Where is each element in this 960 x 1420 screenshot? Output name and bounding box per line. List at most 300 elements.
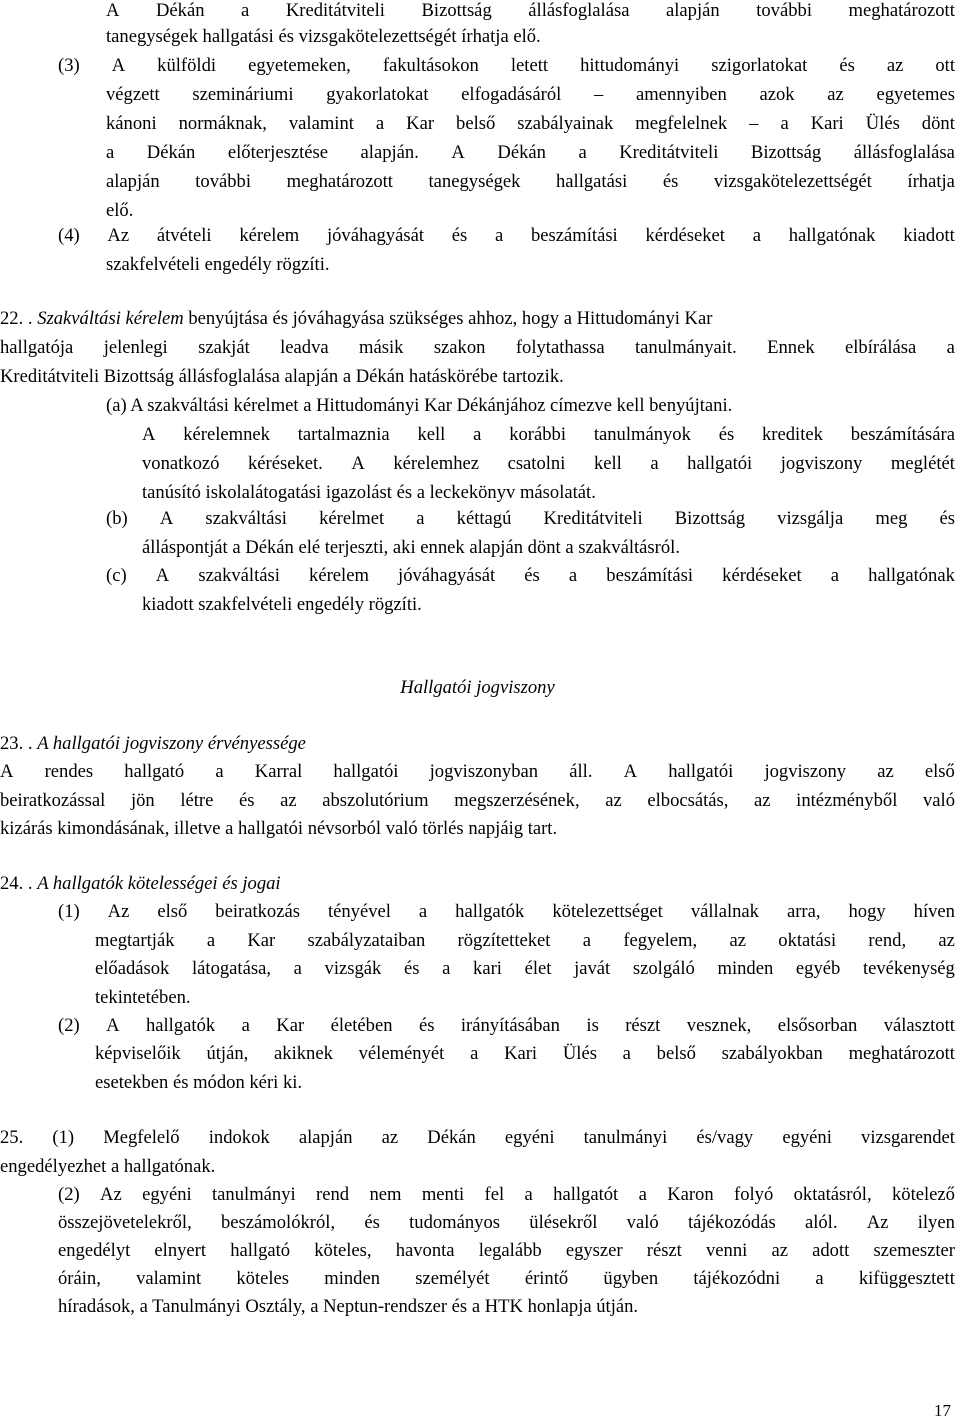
word: a	[241, 0, 250, 21]
text-line	[142, 453, 955, 475]
word: vizsgálja	[777, 508, 844, 529]
word: Az	[866, 1212, 889, 1233]
word: vizsgarendet	[861, 1127, 955, 1148]
text-line: elő.	[106, 200, 134, 221]
word: leadva	[280, 337, 329, 358]
text-line: Kreditátviteli Bizottság állásfoglalása alapján a Dékán hatáskörébe tartozik.	[0, 366, 564, 387]
word: engedélyt	[58, 1240, 131, 1261]
word: venni	[706, 1240, 748, 1261]
word: az	[886, 55, 904, 76]
word: adott	[812, 1240, 850, 1261]
section-title: A hallgatói jogviszony érvényessége	[37, 733, 306, 754]
word: kérdéseket	[722, 565, 802, 586]
word: alapján	[106, 171, 160, 192]
word: (1)	[52, 1127, 75, 1148]
word: (1)	[58, 901, 80, 922]
word: a	[830, 565, 840, 586]
word: nem	[369, 1184, 402, 1205]
word: javát	[574, 958, 611, 979]
word: és	[524, 565, 540, 586]
word: Kar	[247, 930, 276, 951]
word: első	[924, 761, 955, 782]
word: elfogadásáról	[461, 84, 562, 105]
text-line	[0, 761, 955, 783]
word: meghatározott	[848, 0, 955, 21]
word: Ülés	[562, 1043, 597, 1064]
word: hallgatói	[668, 761, 734, 782]
word: hogy	[848, 901, 886, 922]
word: tanulmányi	[212, 1184, 296, 1205]
word: szabályzataiban	[307, 930, 426, 951]
word: A	[0, 761, 14, 782]
word: elnyert	[154, 1240, 207, 1261]
word: folytathassa	[515, 337, 605, 358]
text-line	[58, 1268, 955, 1290]
word: vállalnak	[690, 901, 759, 922]
word: átvételi	[156, 225, 212, 246]
word: alól.	[804, 1212, 838, 1233]
word: a	[206, 930, 216, 951]
word: tájékozódás	[687, 1212, 776, 1233]
word: A	[155, 565, 170, 586]
word: beszámítására	[850, 424, 955, 445]
word: szemináriumi	[192, 84, 294, 105]
word: a	[442, 958, 451, 979]
word: kari	[473, 958, 502, 979]
word: megszerzésének,	[454, 790, 580, 811]
word: választott	[883, 1015, 955, 1036]
word: és	[662, 171, 679, 192]
word: véleményét	[358, 1043, 445, 1064]
word: kötelezettséget	[552, 901, 663, 922]
word: kell	[417, 424, 446, 445]
word: hallgató	[124, 761, 185, 782]
word: minden	[324, 1268, 381, 1289]
word: állásfoglalása	[853, 142, 955, 163]
word: a	[473, 424, 482, 445]
word: gyakorlatokat	[326, 84, 429, 105]
word: egyetemes	[876, 84, 955, 105]
word: előterjesztése	[227, 142, 329, 163]
word: hallgatói	[687, 453, 753, 474]
word: tartalmaznia	[297, 424, 390, 445]
word: alapján	[666, 0, 720, 21]
word: irányításában	[460, 1015, 560, 1036]
word: jóváhagyását	[326, 225, 425, 246]
word: egyéni	[782, 1127, 832, 1148]
word: írhatja	[907, 171, 955, 192]
word: a	[946, 337, 955, 358]
text-line	[106, 508, 955, 530]
text-line	[106, 171, 955, 193]
word: ilyen	[917, 1212, 955, 1233]
word: kifüggesztett	[858, 1268, 955, 1289]
word: folyó	[734, 1184, 774, 1205]
text-line: (a) A szakváltási kérelmet a Hittudományi Kar Dékánjához címezve kell benyújtani.	[106, 395, 733, 416]
word: további	[195, 171, 252, 192]
word: is	[586, 1015, 599, 1036]
word: Kreditátviteli	[543, 508, 643, 529]
word: –	[593, 84, 604, 105]
word: az	[877, 761, 894, 782]
word: legalább	[478, 1240, 542, 1261]
word: A	[451, 142, 465, 163]
word: elbírálása	[845, 337, 917, 358]
text-line	[58, 901, 955, 923]
word: Bizottság	[421, 0, 492, 21]
word: másik	[359, 337, 404, 358]
text-line: tekintetében.	[95, 987, 191, 1008]
word: az	[729, 930, 746, 951]
word: és	[364, 1212, 380, 1233]
text-line	[58, 225, 955, 247]
word: jön	[130, 790, 155, 811]
word: ott	[935, 55, 955, 76]
text-line	[106, 0, 955, 22]
word: tájékozódni	[693, 1268, 781, 1289]
word: amennyiben	[635, 84, 727, 105]
word: előadások	[95, 958, 170, 979]
section-number: 23. .	[0, 733, 33, 754]
word: A	[106, 0, 120, 21]
word: útján,	[206, 1043, 249, 1064]
word: valamint	[136, 1268, 202, 1289]
word: hittudományi	[580, 55, 680, 76]
word: az	[827, 84, 844, 105]
word: tevékenység	[862, 958, 955, 979]
word: szabályokban	[721, 1043, 823, 1064]
word: Kari	[504, 1043, 538, 1064]
text-line	[95, 1043, 955, 1065]
word: kérelemnek	[183, 424, 270, 445]
text-line: kizárás kimondásának, illetve a hallgatói névsorból való törlés napjáig tart.	[0, 818, 558, 839]
word: a	[106, 142, 115, 163]
word: szemeszter	[873, 1240, 955, 1261]
word: csatolni	[507, 453, 566, 474]
word: Ennek	[767, 337, 815, 358]
word: (c)	[106, 565, 127, 586]
word: a	[650, 453, 659, 474]
word: a	[524, 1184, 533, 1205]
word: A	[351, 453, 365, 474]
word: Dékán	[155, 0, 205, 21]
word: személyét	[415, 1268, 490, 1289]
word: jóváhagyását	[398, 565, 496, 586]
word: Kreditátviteli	[285, 0, 385, 21]
word: és	[839, 55, 855, 76]
word: Dékán	[497, 142, 546, 163]
word: a	[470, 1043, 479, 1064]
word: vizsgakötelezettségét	[713, 171, 872, 192]
word: részt	[646, 1240, 682, 1261]
word: akiknek	[274, 1043, 333, 1064]
word: alapján	[298, 1127, 353, 1148]
word: beszámolókról,	[220, 1212, 336, 1233]
word: jogviszony	[764, 761, 847, 782]
word: fegyelem,	[623, 930, 698, 951]
section-heading-text: Hallgatói jogviszony	[400, 677, 555, 698]
word: belső	[456, 113, 496, 134]
word: kérelemhez	[393, 453, 480, 474]
word: hallgatója	[0, 337, 74, 358]
word: meghatározott	[286, 171, 393, 192]
word: a	[375, 113, 385, 134]
word: (4)	[58, 225, 80, 246]
word: szakváltási	[205, 508, 287, 529]
word: köteles	[236, 1268, 290, 1289]
word: valamint	[288, 113, 354, 134]
word: beszámítási	[530, 225, 618, 246]
word: és	[238, 790, 255, 811]
word: indokok	[208, 1127, 270, 1148]
word: rend,	[868, 930, 907, 951]
word: szakváltási	[198, 565, 280, 586]
word: szolgáló	[632, 958, 695, 979]
word: egyszer	[565, 1240, 623, 1261]
word: való	[922, 790, 955, 811]
word: Karon	[667, 1184, 714, 1205]
word: szakon	[433, 337, 486, 358]
text-line	[95, 930, 955, 952]
word: beszámítási	[606, 565, 694, 586]
word: életében	[330, 1015, 393, 1036]
text-line	[58, 1184, 955, 1206]
section-23-title-line	[0, 733, 306, 755]
text-line	[0, 337, 955, 359]
word: abszolutórium	[322, 790, 429, 811]
word: (b)	[106, 508, 128, 529]
word: a	[622, 1043, 631, 1064]
word: kérelem	[309, 565, 369, 586]
word: és	[418, 1015, 435, 1036]
word: a	[780, 113, 789, 134]
word: az	[771, 1240, 788, 1261]
word: végzett	[106, 84, 160, 105]
word: kérdéseket	[645, 225, 725, 246]
word: részt	[625, 1015, 661, 1036]
word: az	[280, 790, 297, 811]
word: hallgatási	[555, 171, 628, 192]
word: alapján.	[360, 142, 419, 163]
word: hallgatói	[333, 761, 399, 782]
word: Kreditátviteli	[619, 142, 719, 163]
word: köteles,	[314, 1240, 372, 1261]
word: kreditek	[762, 424, 823, 445]
word: kéttagú	[456, 508, 512, 529]
word: a	[578, 142, 587, 163]
word: állásfoglalása	[528, 0, 630, 21]
word: Bizottság	[674, 508, 746, 529]
word: létre	[180, 790, 214, 811]
word: Ülés	[865, 113, 900, 134]
word: kiadott	[903, 225, 955, 246]
word: az	[381, 1127, 399, 1148]
word: a	[582, 930, 592, 951]
word: tanegységek	[428, 171, 521, 192]
word: A	[623, 761, 638, 782]
word: hallgatók	[145, 1015, 216, 1036]
word: óráin,	[58, 1268, 101, 1289]
word: belső	[656, 1043, 696, 1064]
section-24-title-line	[0, 873, 281, 895]
word: az	[938, 930, 955, 951]
text-line: álláspontját a Dékán elé terjeszti, aki ennek alapján dönt a szakváltásról.	[142, 537, 680, 558]
word: a	[215, 761, 224, 782]
word: menti	[421, 1184, 465, 1205]
word: és	[939, 508, 955, 529]
word: az	[605, 790, 622, 811]
word: minden	[717, 958, 774, 979]
word: hallgatónak	[868, 565, 955, 586]
word: tényével	[327, 901, 391, 922]
word: havonta	[395, 1240, 455, 1261]
text-line: tanúsító iskolalátogatási igazolást és a leckekönyv másolatát.	[142, 482, 596, 503]
word: vonatkozó	[142, 453, 220, 474]
word: Az	[107, 901, 130, 922]
word: ülésekről	[529, 1212, 598, 1233]
word: jogviszony	[780, 453, 863, 474]
text-line	[58, 1240, 955, 1262]
text-line	[0, 790, 955, 812]
word: (3)	[58, 55, 80, 76]
text-line	[106, 142, 955, 164]
word: képviselőik	[95, 1043, 181, 1064]
section-title: A hallgatók kötelességei és jogai	[37, 873, 281, 894]
word: tanulmányok	[593, 424, 691, 445]
word: (2)	[58, 1015, 80, 1036]
word: Megfelelő	[103, 1127, 180, 1148]
text-line	[58, 1212, 955, 1234]
word: oktatásról,	[793, 1184, 872, 1205]
word: (2)	[58, 1184, 80, 1205]
text-line	[142, 424, 955, 446]
word: beiratkozás	[215, 901, 300, 922]
text-line	[95, 958, 955, 980]
word: Az	[100, 1184, 122, 1205]
text-line	[0, 1127, 955, 1149]
section-title: Szakváltási kérelem	[37, 308, 184, 329]
word: kéréseket.	[247, 453, 323, 474]
word: meghatározott	[848, 1043, 955, 1064]
text-span: benyújtása és jóváhagyása szükséges ahhoz, hogy a Hittudományi Kar	[188, 308, 713, 329]
word: normáknak,	[178, 113, 267, 134]
word: a	[418, 901, 428, 922]
section-number: 22. .	[0, 308, 33, 329]
word: rend	[316, 1184, 350, 1205]
word: rendes	[44, 761, 94, 782]
word: a	[568, 565, 578, 586]
word: kérelem	[239, 225, 300, 246]
word: –	[749, 113, 759, 134]
word: Kar	[406, 113, 435, 134]
word: Bizottság	[750, 142, 822, 163]
word: első	[157, 901, 188, 922]
word: Kar	[276, 1015, 305, 1036]
word: érintő	[524, 1268, 569, 1289]
word: azok	[759, 84, 795, 105]
text-line	[106, 565, 955, 587]
word: a	[752, 225, 761, 246]
word: szakját	[198, 337, 250, 358]
word: és/vagy	[696, 1127, 754, 1148]
word: ügyben	[603, 1268, 659, 1289]
word: egyéni	[142, 1184, 192, 1205]
word: szabályainak	[517, 113, 614, 134]
word: elsősorban	[777, 1015, 858, 1036]
word: a	[815, 1268, 824, 1289]
text-line: kiadott szakfelvételi engedély rögzíti.	[142, 594, 422, 615]
word: jogviszonyban	[429, 761, 539, 782]
word: megtartják	[95, 930, 175, 951]
text-line	[58, 1015, 955, 1037]
word: letett	[510, 55, 549, 76]
word: és	[451, 225, 468, 246]
word: tanulmányi	[583, 1127, 668, 1148]
word: 25.	[0, 1127, 24, 1148]
word: Dékán	[146, 142, 196, 163]
word: Az	[107, 225, 130, 246]
word: kötelező	[891, 1184, 955, 1205]
word: való	[626, 1212, 659, 1233]
word: kérelmet	[319, 508, 385, 529]
word: hallgatót	[553, 1184, 619, 1205]
text-line	[58, 55, 955, 77]
word: a	[241, 1015, 250, 1036]
word: intézményből	[796, 790, 898, 811]
word: elbocsátás,	[647, 790, 729, 811]
word: egyéni	[504, 1127, 555, 1148]
word: hallgatónak	[788, 225, 876, 246]
text-line	[106, 84, 955, 106]
word: külföldi	[157, 55, 217, 76]
word: meglétét	[890, 453, 955, 474]
word: fel	[484, 1184, 505, 1205]
text-line	[106, 113, 955, 135]
word: áll.	[569, 761, 593, 782]
section-22-first-line	[0, 308, 955, 330]
word: a	[416, 508, 425, 529]
word: meg	[875, 508, 908, 529]
word: tanulmányait.	[635, 337, 737, 358]
word: a	[293, 958, 302, 979]
word: összejövetelekről,	[58, 1212, 192, 1233]
section-number: 24. .	[0, 873, 33, 894]
text-line: tanegységek hallgatási és vizsgakötelezettségét írhatja elő.	[106, 26, 541, 47]
word: a	[494, 225, 504, 246]
word: és	[404, 958, 420, 979]
word: hallgatók	[455, 901, 525, 922]
word: látogatása,	[192, 958, 271, 979]
word: vizsgák	[324, 958, 382, 979]
word: további	[756, 0, 812, 21]
word: A	[159, 508, 174, 529]
word: kell	[593, 453, 622, 474]
word: tudományos	[409, 1212, 501, 1233]
word: a	[638, 1184, 647, 1205]
text-line: híradások, a Tanulmányi Osztály, a Neptun-rendszer és a HTK honlapja útján.	[58, 1296, 639, 1317]
word: korábbi	[509, 424, 567, 445]
page-number: 17	[934, 1401, 951, 1420]
word: hallgató	[230, 1240, 291, 1261]
word: dönt	[921, 113, 955, 134]
word: arra,	[786, 901, 821, 922]
section-heading	[0, 677, 955, 699]
word: élet	[524, 958, 552, 979]
word: kánoni	[106, 113, 157, 134]
word: vesznek,	[686, 1015, 752, 1036]
text-line: engedélyezhet a hallgatónak.	[0, 1156, 216, 1177]
word: A	[142, 424, 156, 445]
